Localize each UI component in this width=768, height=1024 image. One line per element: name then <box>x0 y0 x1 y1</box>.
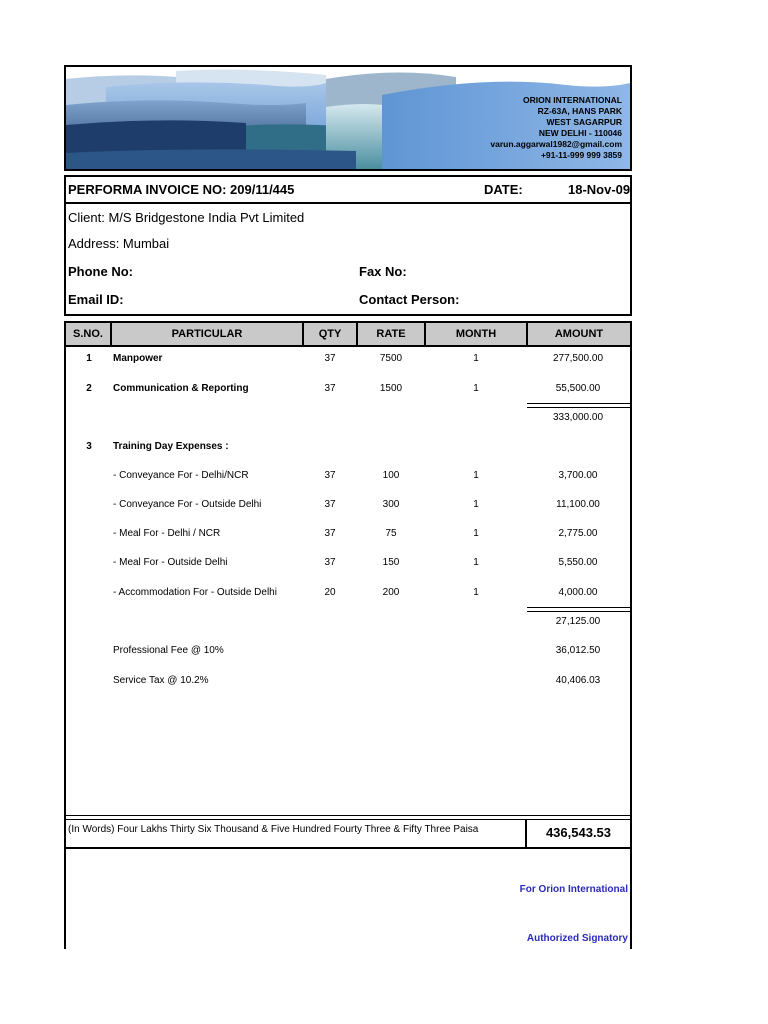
client-details <box>64 204 632 316</box>
row-month: 1 <box>473 587 479 598</box>
subtotal-row <box>66 412 630 428</box>
row-particular: - Meal For - Delhi / NCR <box>113 528 221 539</box>
row-particular: - Accommodation For - Outside Delhi <box>113 587 277 598</box>
invoice-number: PERFORMA INVOICE NO: 209/11/445 <box>68 182 295 197</box>
row-qty: 37 <box>324 383 336 394</box>
row-amount: 27,125.00 <box>555 616 601 627</box>
row-amount: 3,700.00 <box>558 470 598 481</box>
contact-person-label: Contact Person: <box>359 292 460 307</box>
row-amount: 5,550.00 <box>558 557 598 568</box>
row-rate: 150 <box>382 557 400 568</box>
row-rate: 7500 <box>379 353 403 364</box>
row-rate: 1500 <box>379 383 403 394</box>
date-label: DATE: <box>484 182 523 197</box>
header-amount: AMOUNT <box>554 328 604 340</box>
row-month: 1 <box>473 528 479 539</box>
table-header <box>66 321 630 347</box>
row-month: 1 <box>473 383 479 394</box>
row-rate: 300 <box>382 499 400 510</box>
header-rate: RATE <box>358 323 426 345</box>
phone-label: Phone No: <box>68 264 133 279</box>
client-name: Client: M/S Bridgestone India Pvt Limited <box>68 210 305 225</box>
row-particular: - Meal For - Outside Delhi <box>113 557 228 568</box>
row-amount: 55,500.00 <box>555 383 601 394</box>
invoice-title-row <box>64 175 632 204</box>
row-amount: 2,775.00 <box>558 528 598 539</box>
email-label: Email ID: <box>68 292 124 307</box>
table-row <box>66 383 630 399</box>
company-address-line2: WEST SAGARPUR <box>546 117 622 127</box>
table-row <box>66 557 630 573</box>
row-amount: 40,406.03 <box>555 675 601 686</box>
subtotal-row <box>66 616 630 632</box>
subtotal-double-rule <box>527 607 632 612</box>
table-row <box>66 353 630 369</box>
row-amount: 11,100.00 <box>556 499 600 510</box>
row-month: 1 <box>473 557 479 568</box>
row-rate: 200 <box>382 587 400 598</box>
amount-in-words: (In Words) Four Lakhs Thirty Six Thousand & Five Hundred Fourty Three & Fifty Three Paisa <box>68 824 479 835</box>
row-particular: Communication & Reporting <box>113 383 249 394</box>
date-value: 18-Nov-09 <box>568 182 631 197</box>
company-address-block <box>490 95 622 161</box>
row-qty: 37 <box>324 470 336 481</box>
header-particular: PARTICULAR <box>112 323 304 345</box>
header-month: MONTH <box>426 323 528 345</box>
row-qty: 37 <box>324 499 336 510</box>
row-sno: 1 <box>86 353 92 364</box>
row-month: 1 <box>473 499 479 510</box>
items-table <box>64 321 632 849</box>
table-row <box>66 499 630 515</box>
company-name: ORION INTERNATIONAL <box>522 95 622 105</box>
row-amount: 36,012.50 <box>555 645 601 656</box>
authorized-signatory-label: Authorized Signatory <box>526 933 628 944</box>
row-particular: - Conveyance For - Outside Delhi <box>113 499 262 510</box>
row-rate: 75 <box>385 528 397 539</box>
header-sno: S.NO. <box>66 323 112 345</box>
grand-total: 436,543.53 <box>525 819 632 849</box>
table-row <box>66 587 630 603</box>
table-row <box>66 470 630 486</box>
company-address-line1: RZ-63A, HANS PARK <box>537 106 622 116</box>
company-phone: +91-11-999 999 3859 <box>540 150 622 160</box>
row-qty: 20 <box>324 587 336 598</box>
row-particular: Service Tax @ 10.2% <box>113 675 209 686</box>
company-email: varun.aggarwal1982@gmail.com <box>490 139 622 149</box>
fee-row <box>66 645 630 661</box>
total-row <box>64 815 632 849</box>
client-address: Address: Mumbai <box>68 236 170 251</box>
row-amount: 333,000.00 <box>552 412 604 423</box>
row-qty: 37 <box>324 353 336 364</box>
signature-section <box>64 849 632 949</box>
header-qty: QTY <box>304 323 358 345</box>
row-month: 1 <box>473 470 479 481</box>
row-particular: - Conveyance For - Delhi/NCR <box>113 470 249 481</box>
row-month: 1 <box>473 353 479 364</box>
row-sno: 2 <box>86 383 92 394</box>
subtotal-double-rule <box>527 403 632 408</box>
row-qty: 37 <box>324 528 336 539</box>
row-qty: 37 <box>324 557 336 568</box>
row-rate: 100 <box>382 470 400 481</box>
row-particular: Professional Fee @ 10% <box>113 645 224 656</box>
fax-label: Fax No: <box>359 264 407 279</box>
tax-row <box>66 675 630 691</box>
row-amount: 277,500.00 <box>552 353 604 364</box>
letterhead <box>64 65 632 171</box>
table-row <box>66 528 630 544</box>
row-particular: Manpower <box>113 353 163 364</box>
for-company-label: For Orion International <box>519 884 628 895</box>
table-row <box>66 441 630 457</box>
company-address-line3: NEW DELHI - 110046 <box>538 128 622 138</box>
row-particular: Training Day Expenses : <box>113 441 229 452</box>
row-amount: 4,000.00 <box>558 587 598 598</box>
row-sno: 3 <box>86 441 92 452</box>
